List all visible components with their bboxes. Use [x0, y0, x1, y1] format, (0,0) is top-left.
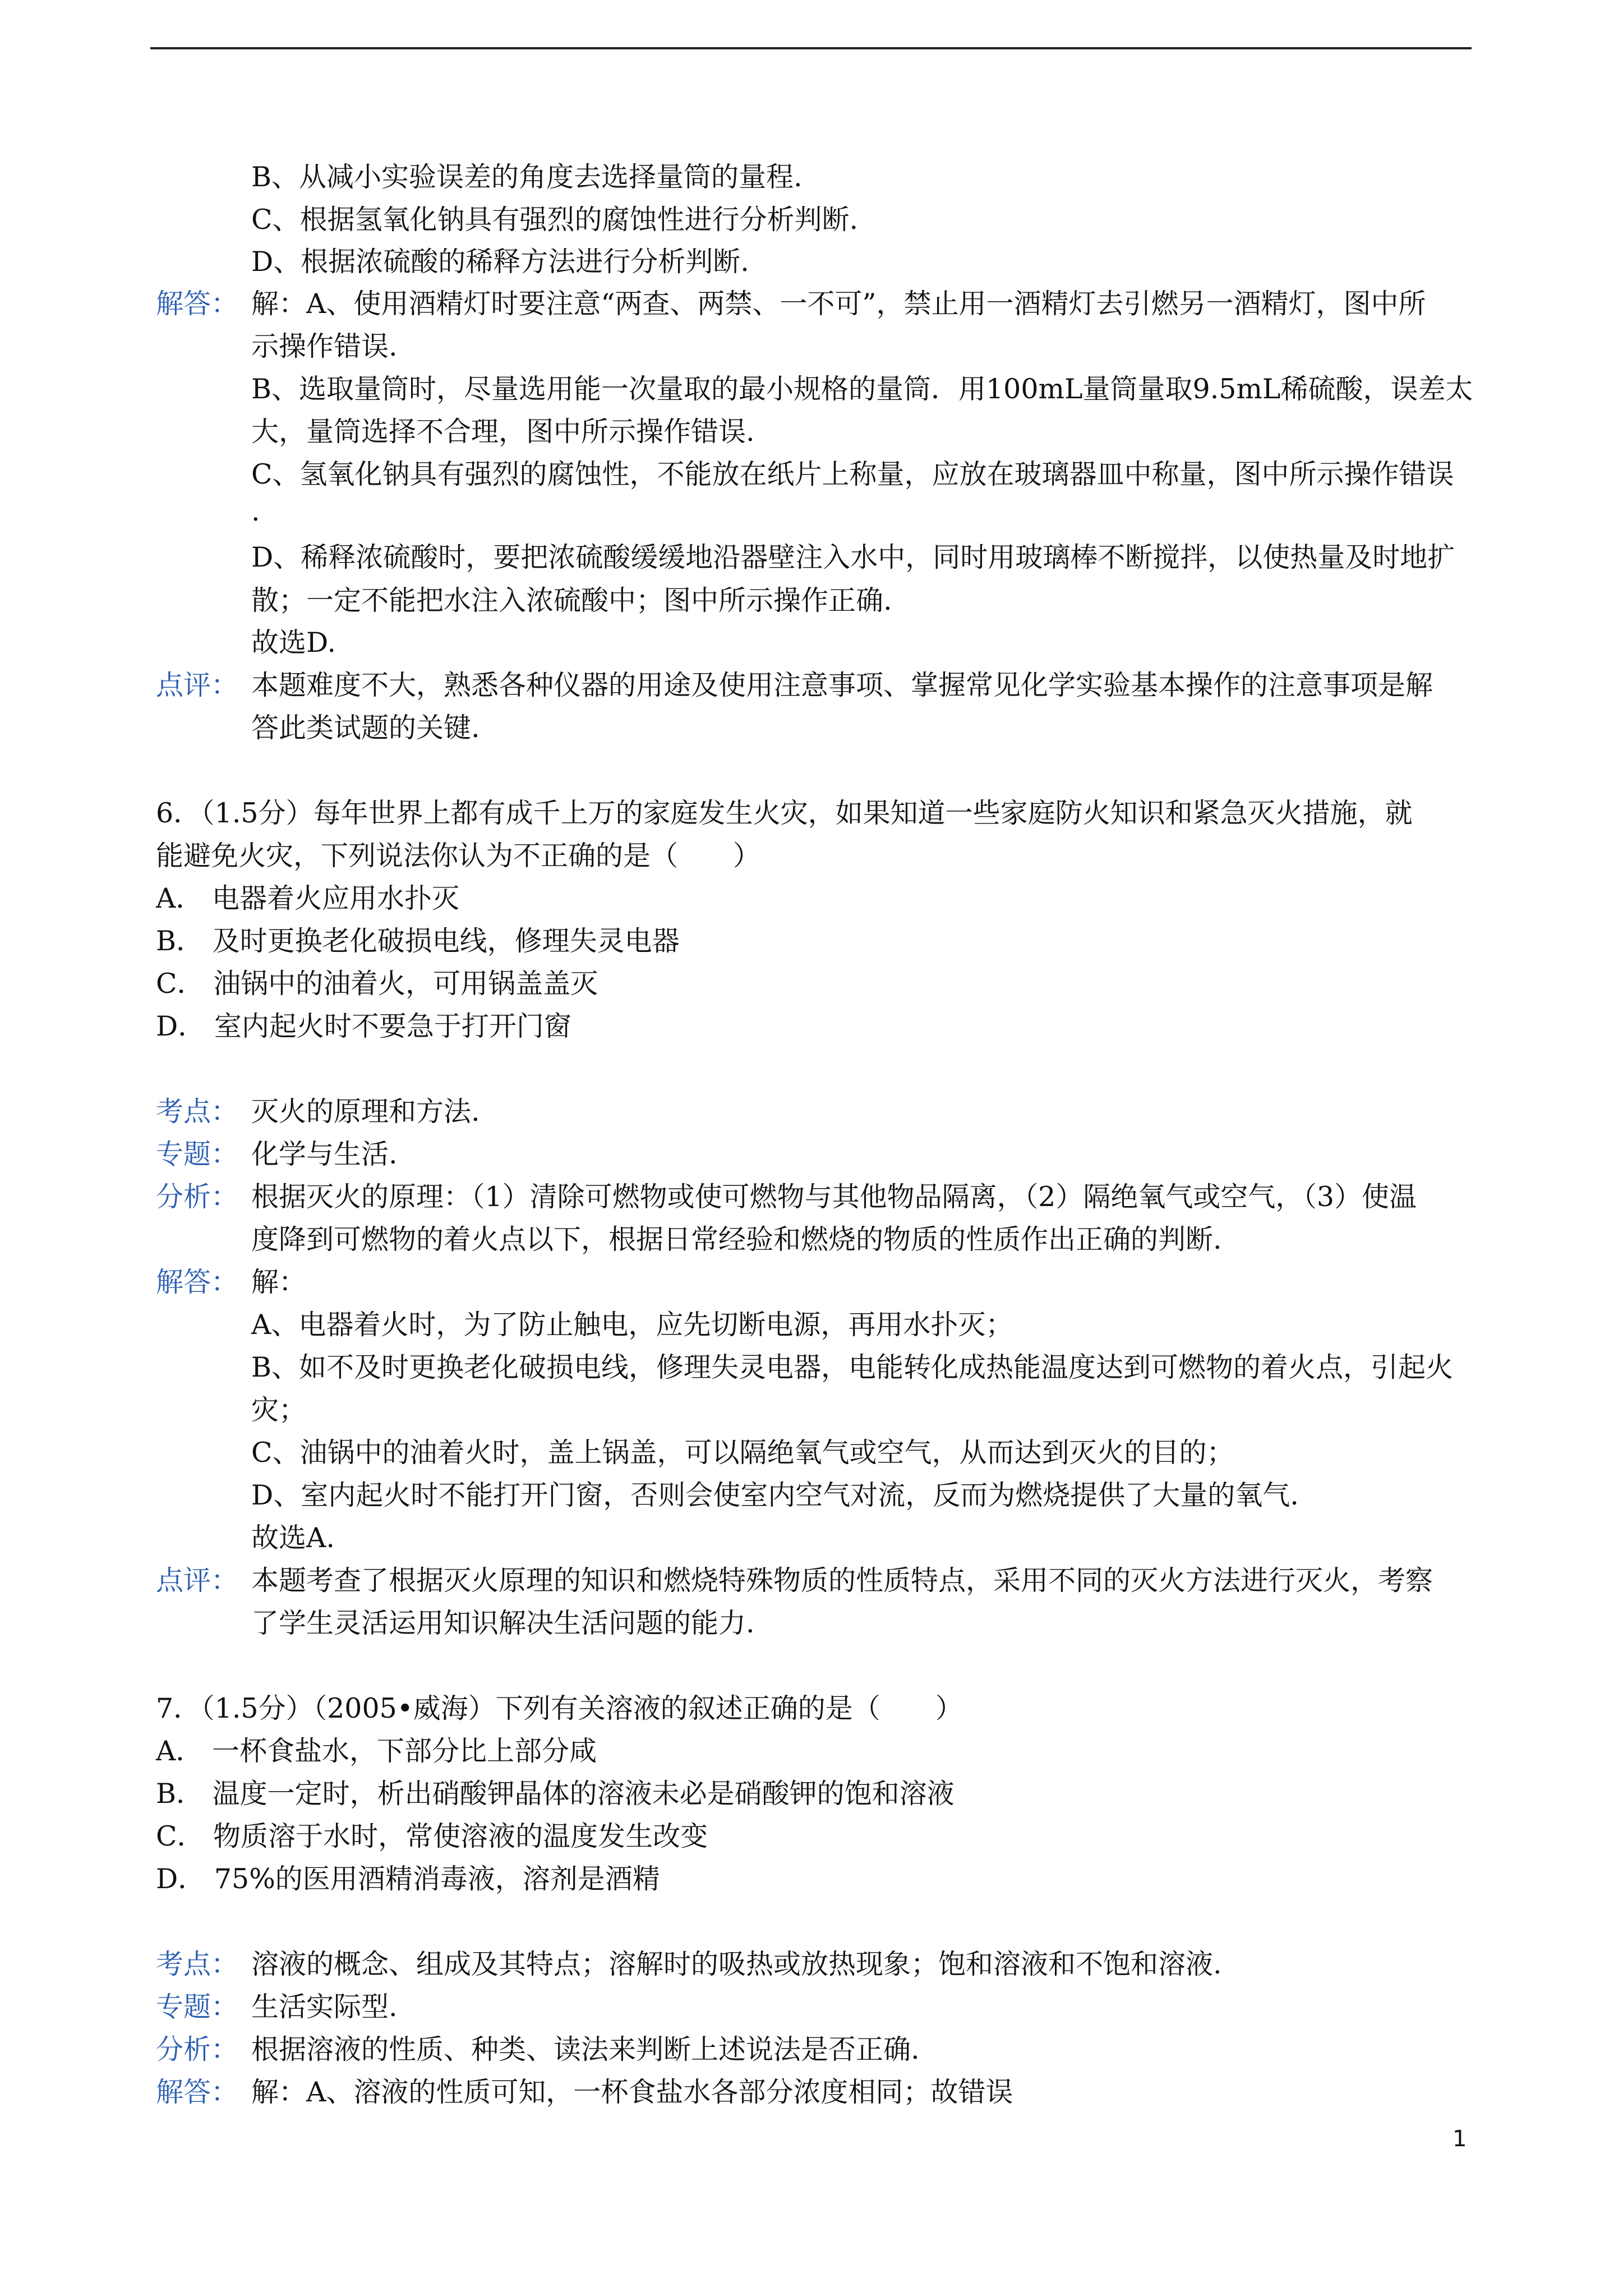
question-7-option-b: B． 温度一定时，析出硝酸钾晶体的溶液未必是硝酸钾的饱和溶液 — [156, 1778, 955, 1810]
question-7-option-c: C． 物质溶于水时，常使溶液的温度发生改变 — [156, 1820, 708, 1852]
answer-label: 解答： — [156, 2076, 239, 2108]
question-7-option-a: A． 一杯食盐水，下部分比上部分咸 — [156, 1735, 597, 1767]
answer-line: 大，量筒选择不合理，图中所示操作错误. — [251, 416, 755, 448]
comment-label: 点评： — [156, 669, 239, 701]
answer-line: 示操作错误. — [251, 330, 398, 362]
comment-line: 本题考查了根据灭火原理的知识和燃烧特殊物质的性质特点，采用不同的灭火方法进行灭火，考察 — [251, 1565, 1433, 1596]
answer-line: 故选D. — [251, 627, 336, 659]
zhuanti-text: 化学与生活. — [251, 1138, 398, 1170]
fenxi-text: 根据溶液的性质、种类、读法来判断上述说法是否正确. — [251, 2033, 920, 2065]
question-6-stem: 6．（1.5分）每年世界上都有成千上万的家庭发生火灾，如果知道一些家庭防火知识和紧急灭火措施，就 — [156, 797, 1413, 829]
comment-line: 了学生灵活运用知识解决生活问题的能力. — [251, 1607, 755, 1639]
answer-line: 解： — [251, 1266, 307, 1298]
kaodian-label: 考点： — [156, 1948, 239, 1980]
hint-d: D、根据浓硫酸的稀释方法进行分析判断. — [251, 246, 749, 278]
answer-label: 解答： — [156, 288, 239, 320]
answer-line: C、油锅中的油着火时，盖上锅盖，可以隔绝氧气或空气，从而达到灭火的目的； — [251, 1437, 1234, 1469]
kaodian-label: 考点： — [156, 1096, 239, 1128]
answer-line: D、室内起火时不能打开门窗，否则会使室内空气对流，反而为燃烧提供了大量的氧气. — [251, 1479, 1299, 1511]
question-6-option-a: A． 电器着火应用水扑灭 — [156, 882, 459, 914]
question-6-stem: 能避免火灾，下列说法你认为不正确的是（ ） — [156, 840, 761, 872]
question-7-option-d: D． 75%的医用酒精消毒液，溶剂是酒精 — [156, 1863, 660, 1895]
fenxi-label: 分析： — [156, 2033, 239, 2065]
answer-text: 解：A、溶液的性质可知，一杯食盐水各部分浓度相同；故错误 — [251, 2076, 1013, 2108]
zhuanti-label: 专题： — [156, 1991, 239, 2023]
header-rule — [150, 47, 1472, 49]
comment-label: 点评： — [156, 1565, 239, 1596]
zhuanti-label: 专题： — [156, 1138, 239, 1170]
fenxi-line: 根据灭火的原理：（1）清除可燃物或使可燃物与其他物品隔离，（2）隔绝氧气或空气，（3）使温 — [251, 1181, 1417, 1213]
question-6-option-b: B． 及时更换老化破损电线，修理失灵电器 — [156, 925, 680, 957]
answer-line: D、稀释浓硫酸时，要把浓硫酸缓缓地沿器壁注入水中，同时用玻璃棒不断搅拌，以使热量及时地扩 — [251, 541, 1455, 573]
comment-line: 答此类试题的关键. — [251, 712, 480, 744]
answer-label: 解答： — [156, 1266, 239, 1298]
question-7-stem: 7．（1.5分）（2005•威海）下列有关溶液的叙述正确的是（ ） — [156, 1692, 963, 1724]
comment-line: 本题难度不大，熟悉各种仪器的用途及使用注意事项、掌握常见化学实验基本操作的注意事项是解 — [251, 669, 1433, 701]
kaodian-text: 溶液的概念、组成及其特点；溶解时的吸热或放热现象；饱和溶液和不饱和溶液. — [251, 1948, 1222, 1980]
fenxi-label: 分析： — [156, 1181, 239, 1213]
answer-line: C、氢氧化钠具有强烈的腐蚀性，不能放在纸片上称量，应放在玻璃器皿中称量，图中所示操作错误 — [251, 458, 1454, 490]
question-6-option-c: C． 油锅中的油着火，可用锅盖盖灭 — [156, 968, 598, 1000]
answer-line: B、如不及时更换老化破损电线，修理失灵电器，电能转化成热能温度达到可燃物的着火点，引起火 — [251, 1351, 1454, 1383]
question-6-option-d: D． 室内起火时不要急于打开门窗 — [156, 1010, 571, 1042]
kaodian-text: 灭火的原理和方法. — [251, 1096, 480, 1128]
answer-line: 散；一定不能把水注入浓硫酸中；图中所示操作正确. — [251, 585, 892, 616]
fenxi-line: 度降到可燃物的着火点以下，根据日常经验和燃烧的物质的性质作出正确的判断. — [251, 1223, 1222, 1255]
page-number: 1 — [1453, 2126, 1467, 2152]
answer-line: A、电器着火时，为了防止触电，应先切断电源，再用水扑灭； — [251, 1309, 1013, 1341]
hint-b: B、从减小实验误差的角度去选择量筒的量程. — [251, 161, 803, 193]
answer-line: . — [251, 495, 260, 527]
answer-line: 解：A、使用酒精灯时要注意“两查、两禁、一不可”，禁止用一酒精灯去引燃另一酒精灯，图中所 — [251, 288, 1426, 320]
hint-c: C、根据氢氧化钠具有强烈的腐蚀性进行分析判断. — [251, 204, 859, 236]
zhuanti-text: 生活实际型. — [251, 1991, 398, 2023]
answer-line: 灾； — [251, 1394, 307, 1426]
answer-line: B、选取量筒时，尽量选用能一次量取的最小规格的量筒．用100mL量筒量取9.5mL稀硫酸，误差太 — [251, 373, 1473, 405]
answer-line: 故选A. — [251, 1522, 335, 1554]
